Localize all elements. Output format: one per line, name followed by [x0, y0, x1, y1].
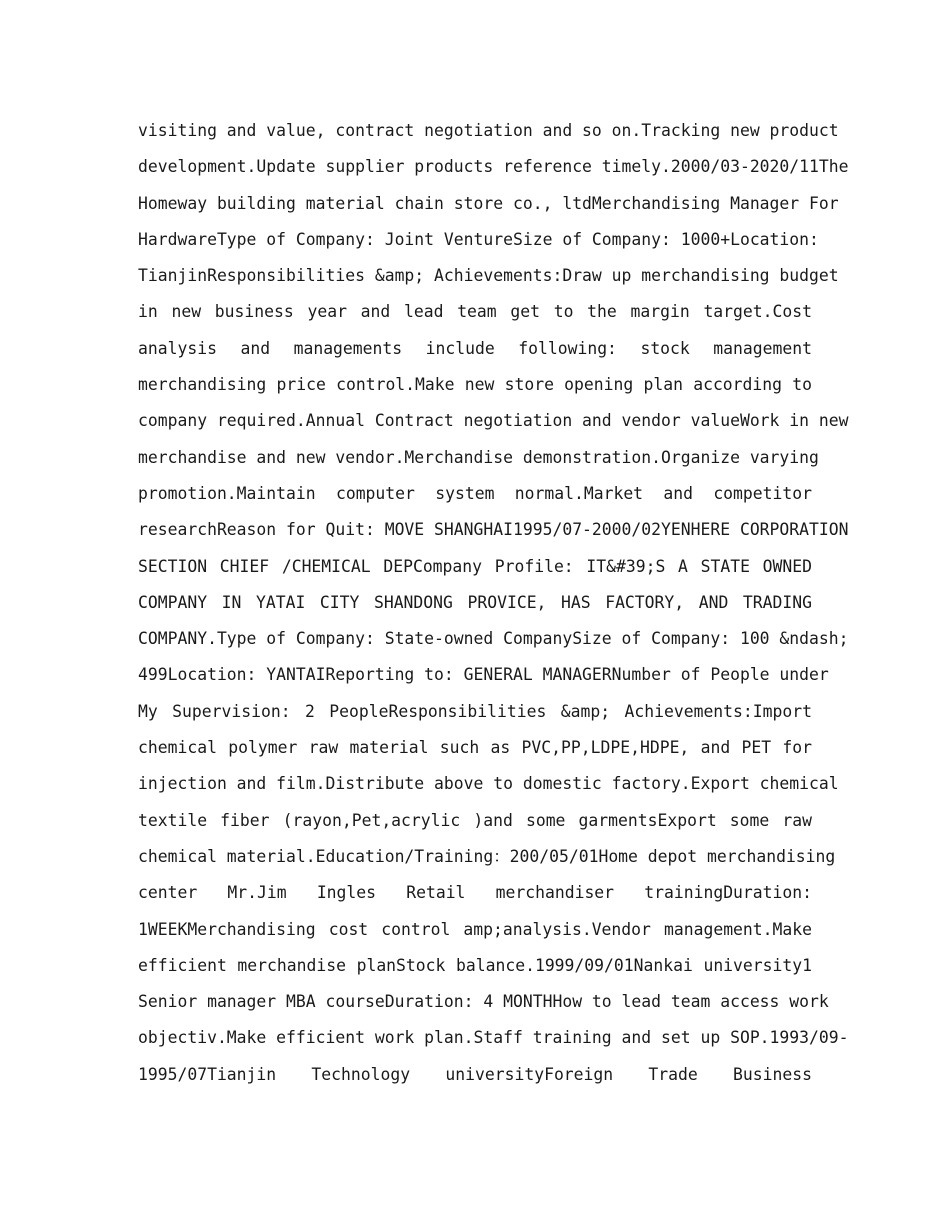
text-line: center Mr.Jim Ingles Retail merchandiser trainingDuration:	[138, 883, 812, 903]
text-line: merchandising price control.Make new store opening plan according to	[138, 375, 812, 395]
body-text	[138, 113, 849, 1093]
text-line: My Supervision: 2 PeopleResponsibilities &amp; Achievements:Import	[138, 701, 812, 721]
text-line: Senior manager MBA courseDuration: 4 MONTHHow to lead team access work	[138, 992, 829, 1012]
text-line: COMPANY.Type of Company: State-owned CompanySize of Company: 100 &ndash;	[138, 629, 849, 649]
text-line: company required.Annual Contract negotiation and vendor valueWork in new	[138, 411, 849, 431]
text-line: development.Update supplier products reference timely.2000/03-2020/11The	[138, 157, 849, 177]
text-line: HardwareType of Company: Joint VentureSize of Company: 1000+Location:	[138, 229, 819, 249]
text-line: TianjinResponsibilities &amp; Achievements:Draw up merchandising budget	[138, 266, 839, 286]
text-line: efficient merchandise planStock balance.1999/09/01Nankai university1	[138, 955, 812, 975]
text-line: Homeway building material chain store co., ltdMerchandising Manager For	[138, 193, 839, 213]
text-line: analysis and managements include following: stock management	[138, 338, 812, 358]
text-line: chemical polymer raw material such as PVC,PP,LDPE,HDPE, and PET for	[138, 738, 812, 758]
text-line: merchandise and new vendor.Merchandise demonstration.Organize varying	[138, 447, 819, 467]
text-line: promotion.Maintain computer system normal.Market and competitor	[138, 483, 812, 503]
text-line: injection and film.Distribute above to domestic factory.Export chemical	[138, 774, 839, 794]
text-line: textile fiber (rayon,Pet,acrylic )and some garmentsExport some raw	[138, 810, 812, 830]
text-line: 1WEEKMerchandising cost control amp;analysis.Vendor management.Make	[138, 919, 812, 939]
text-line: in new business year and lead team get to the margin target.Cost	[138, 302, 812, 322]
text-line: chemical material.Education/Training：200/05/01Home depot merchandising	[138, 846, 836, 866]
text-line: 499Location: YANTAIReporting to: GENERAL MANAGERNumber of People under	[138, 665, 829, 685]
text-line: researchReason for Quit: MOVE SHANGHAI1995/07-2000/02YENHERE CORPORATION	[138, 520, 849, 540]
text-line: SECTION CHIEF /CHEMICAL DEPCompany Profile: IT&#39;S A STATE OWNED	[138, 556, 812, 576]
text-line: objectiv.Make efficient work plan.Staff training and set up SOP.1993/09-	[138, 1028, 849, 1048]
text-line: visiting and value, contract negotiation and so on.Tracking new product	[138, 121, 839, 140]
text-line: 1995/07Tianjin Technology universityForeign Trade Business	[138, 1064, 812, 1084]
text-line: COMPANY IN YATAI CITY SHANDONG PROVICE, HAS FACTORY, AND TRADING	[138, 592, 812, 612]
